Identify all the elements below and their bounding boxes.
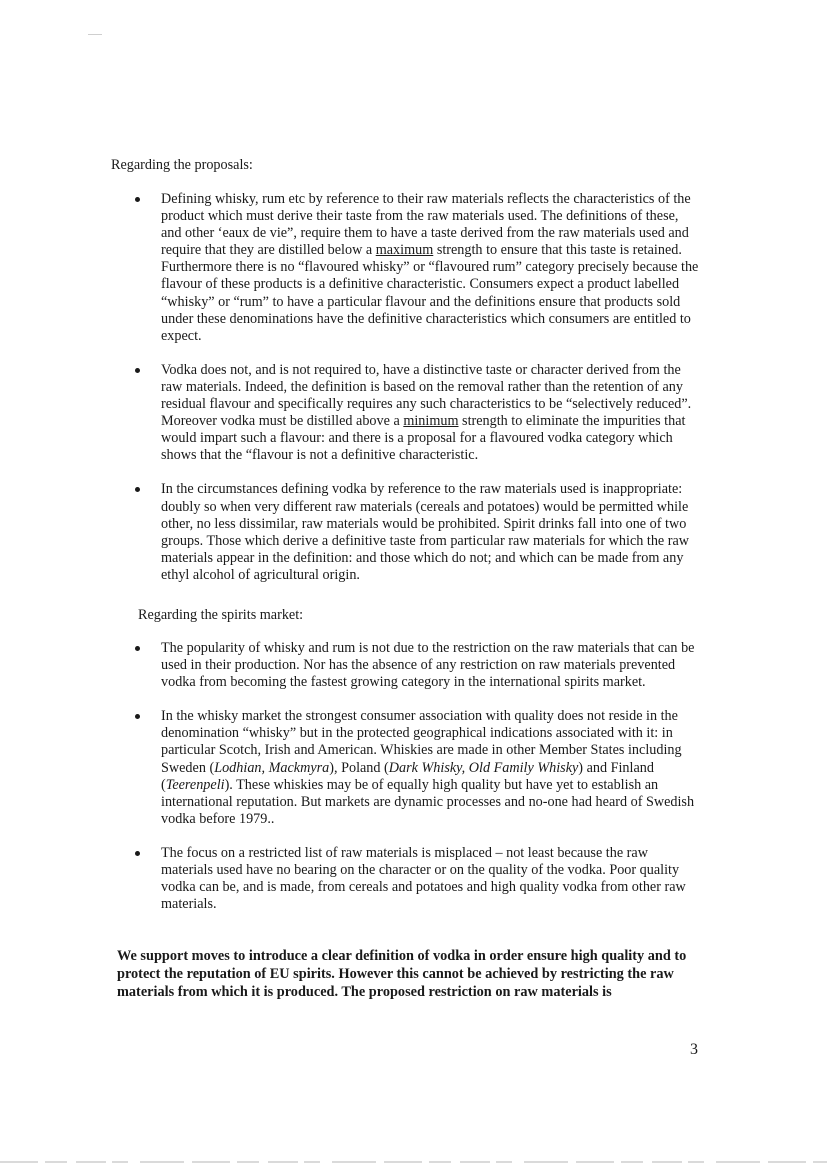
list-item: Vodka does not, and is not required to, have a distinctive taste or character derived from the raw materials. Indeed, the definition is based on the removal rather than the retention of any residual flavour and specifically requires any such characteristics to be “selectively reduced”. Moreover vodka must be distilled above a minimum strength to eliminate the impurities that would impart such a flavour: and there is a proposal for a flavoured vodka category which shows that the “flavour is not a definitive characteristic. [0, 362, 701, 465]
bullet-icon [135, 368, 140, 373]
page-number: 3 [690, 1041, 698, 1058]
proposals-heading: Regarding the proposals: [111, 157, 253, 173]
bullet-icon [135, 646, 140, 651]
conclusion-paragraph: We support moves to introduce a clear definition of vodka in order ensure high quality and to protect the reputation of EU spirits. However this cannot be achieved by restricting the raw materials from which it is produced. The proposed restriction on raw materials is [117, 948, 687, 1000]
list-item: Defining whisky, rum etc by reference to their raw materials reflects the characteristics of the product which must derive their taste from the raw materials used. The definitions of these, and other ‘eaux de vie”, require them to have a taste derived from the raw materials used and require that they are distilled below a maximum strength to ensure that this taste is retained. Furthermore there is no “flavoured whisky” or “flavoured rum” category precisely because the flavour of these products is a definitive characteristic. Consumers expect a product labelled “whisky” or “rum” to have a particular flavour and the definitions ensure that products sold under these denominations have the definitive characteristics which consumers are entitled to expect. [0, 191, 701, 345]
proposals-list [0, 191, 827, 584]
scan-artifact-bottom [0, 1160, 827, 1164]
list-item: The focus on a restricted list of raw materials is misplaced – not least because the raw materials used have no bearing on the character or on the quality of the vodka. Poor quality vodka can be, and is made, from cereals and potatoes and high quality vodka from other raw materials. [0, 845, 701, 913]
bullet-icon [135, 197, 140, 202]
list-item: In the circumstances defining vodka by reference to the raw materials used is inappropriate: doubly so when very different raw materials (cereals and potatoes) would be permitted while other, no less dissimilar, raw materials would be prohibited. Spirit drinks fall into one of two groups. Those which derive a definitive taste from particular raw materials for which the raw materials appear in the definition: and those which do not; and which can be made from any ethyl alcohol of agricultural origin. [0, 481, 701, 584]
bullet-icon [135, 714, 140, 719]
scan-artifact-top [88, 34, 102, 35]
spirits-market-heading: Regarding the spirits market: [138, 607, 304, 623]
bullet-icon [135, 487, 140, 492]
list-item: In the whisky market the strongest consumer association with quality does not reside in the denomination “whisky” but in the protected geographical indications associated with it: in particular Scotch, Irish and American. Whiskies are made in other Member States including Sweden (Lodhian, Mackmyra), Poland (Dark Whisky, Old Family Whisky) and Finland (Teerenpeli). These whiskies may be of equally high quality but have yet to establish an international reputation. But markets are dynamic processes and no-one had heard of Swedish vodka before 1979.. [0, 708, 701, 828]
bullet-icon [135, 851, 140, 856]
list-item: The popularity of whisky and rum is not due to the restriction on the raw materials that can be used in their production. Nor has the absence of any restriction on raw materials prevented vodka from becoming the fastest growing category in the international spirits market. [0, 640, 701, 691]
spirits-market-list [0, 640, 827, 913]
